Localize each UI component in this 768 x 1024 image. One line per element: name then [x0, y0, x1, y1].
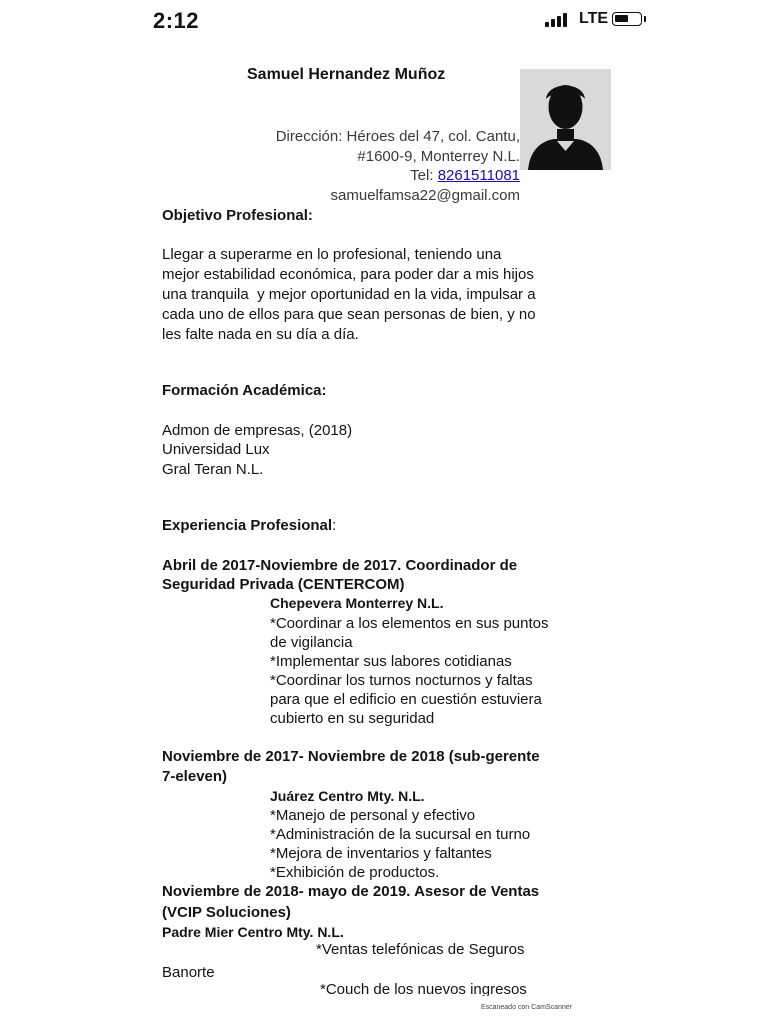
- objective-line: cada uno de ellos para que sean personas de bien, y no: [162, 306, 536, 323]
- job-bullet: *Exhibición de productos.: [270, 864, 440, 881]
- experience-heading: [162, 517, 336, 534]
- experience-heading-colon: :: [332, 517, 337, 534]
- address-line-1: Dirección: Héroes del 47, col. Cantu,: [275, 128, 520, 145]
- address-line-2: #1600-9, Monterrey N.L.: [357, 148, 520, 165]
- objective-line: una tranquila y mejor oportunidad en la vida, impulsar a: [162, 286, 536, 303]
- job-bullet: *Coordinar a los elementos en sus puntos: [270, 615, 549, 632]
- candidate-name: Samuel Hernandez Muñoz: [247, 66, 446, 83]
- email-text: samuelfamsa22@gmail.com: [330, 187, 520, 204]
- battery-icon: [612, 12, 642, 26]
- job-company: Padre Mier Centro Mty. N.L.: [162, 924, 344, 940]
- status-time: 2:12: [153, 8, 200, 33]
- status-bar: [0, 0, 768, 44]
- phone-link[interactable]: 8261511081: [437, 167, 520, 184]
- job-title-line: Noviembre de 2017- Noviembre de 2018 (sub-gerente: [162, 748, 540, 765]
- network-type: LTE: [579, 10, 609, 27]
- job-bullet: para que el edificio en cuestión estuviera: [270, 691, 542, 708]
- job-title-line: Noviembre de 2018- mayo de 2019. Asesor de Ventas: [162, 883, 540, 900]
- job-bullet: de vigilancia: [270, 634, 353, 651]
- education-line: Gral Teran N.L.: [162, 461, 264, 478]
- objective-line: Llegar a superarme en lo profesional, teniendo una: [162, 246, 502, 263]
- objective-heading: Objetivo Profesional:: [162, 207, 313, 224]
- job-bullet: *Coordinar los turnos nocturnos y faltas: [270, 672, 533, 689]
- education-heading: Formación Académica:: [162, 382, 327, 399]
- job-company: Chepevera Monterrey N.L.: [270, 595, 444, 611]
- objective-line: mejor estabilidad económica, para poder dar a mis hijos: [162, 266, 534, 283]
- scanner-watermark: Escaneado con CamScanner: [480, 1004, 572, 1011]
- job-title-line: (VCIP Soluciones): [162, 904, 291, 921]
- job-bullet: *Manejo de personal y efectivo: [270, 807, 476, 824]
- phone-label: Tel:: [410, 167, 438, 184]
- job-bullet: Banorte: [162, 964, 215, 981]
- signal-bars-icon: [545, 13, 573, 27]
- job-bullet: *Mejora de inventarios y faltantes: [270, 845, 492, 862]
- job-bullet: *Administración de la sucursal en turno: [270, 826, 531, 843]
- job-company: Juárez Centro Mty. N.L.: [270, 788, 425, 804]
- job-bullet: cubierto en su seguridad: [270, 710, 435, 727]
- job-bullet: *Implementar sus labores cotidianas: [270, 653, 512, 670]
- education-line: Admon de empresas, (2018): [162, 422, 353, 439]
- job-title-line: Abril de 2017-Noviembre de 2017. Coordinador de: [162, 557, 518, 574]
- avatar-silhouette-icon: [520, 69, 611, 170]
- job-title-line: 7-eleven): [162, 768, 228, 785]
- job-bullet: *Couch de los nuevos ingresos: [320, 981, 527, 996]
- job-title-line: Seguridad Privada (CENTERCOM): [162, 576, 405, 593]
- experience-heading-text: Experiencia Profesional: [162, 517, 333, 534]
- objective-line: les falte nada en su día a día.: [162, 326, 359, 343]
- battery-cap: [644, 16, 646, 22]
- resume-document: [0, 44, 768, 1004]
- objective-paragraph: [162, 245, 622, 345]
- job-bullet: *Ventas telefónicas de Seguros: [316, 941, 525, 958]
- phone-line: [410, 167, 520, 184]
- education-line: Universidad Lux: [162, 441, 270, 458]
